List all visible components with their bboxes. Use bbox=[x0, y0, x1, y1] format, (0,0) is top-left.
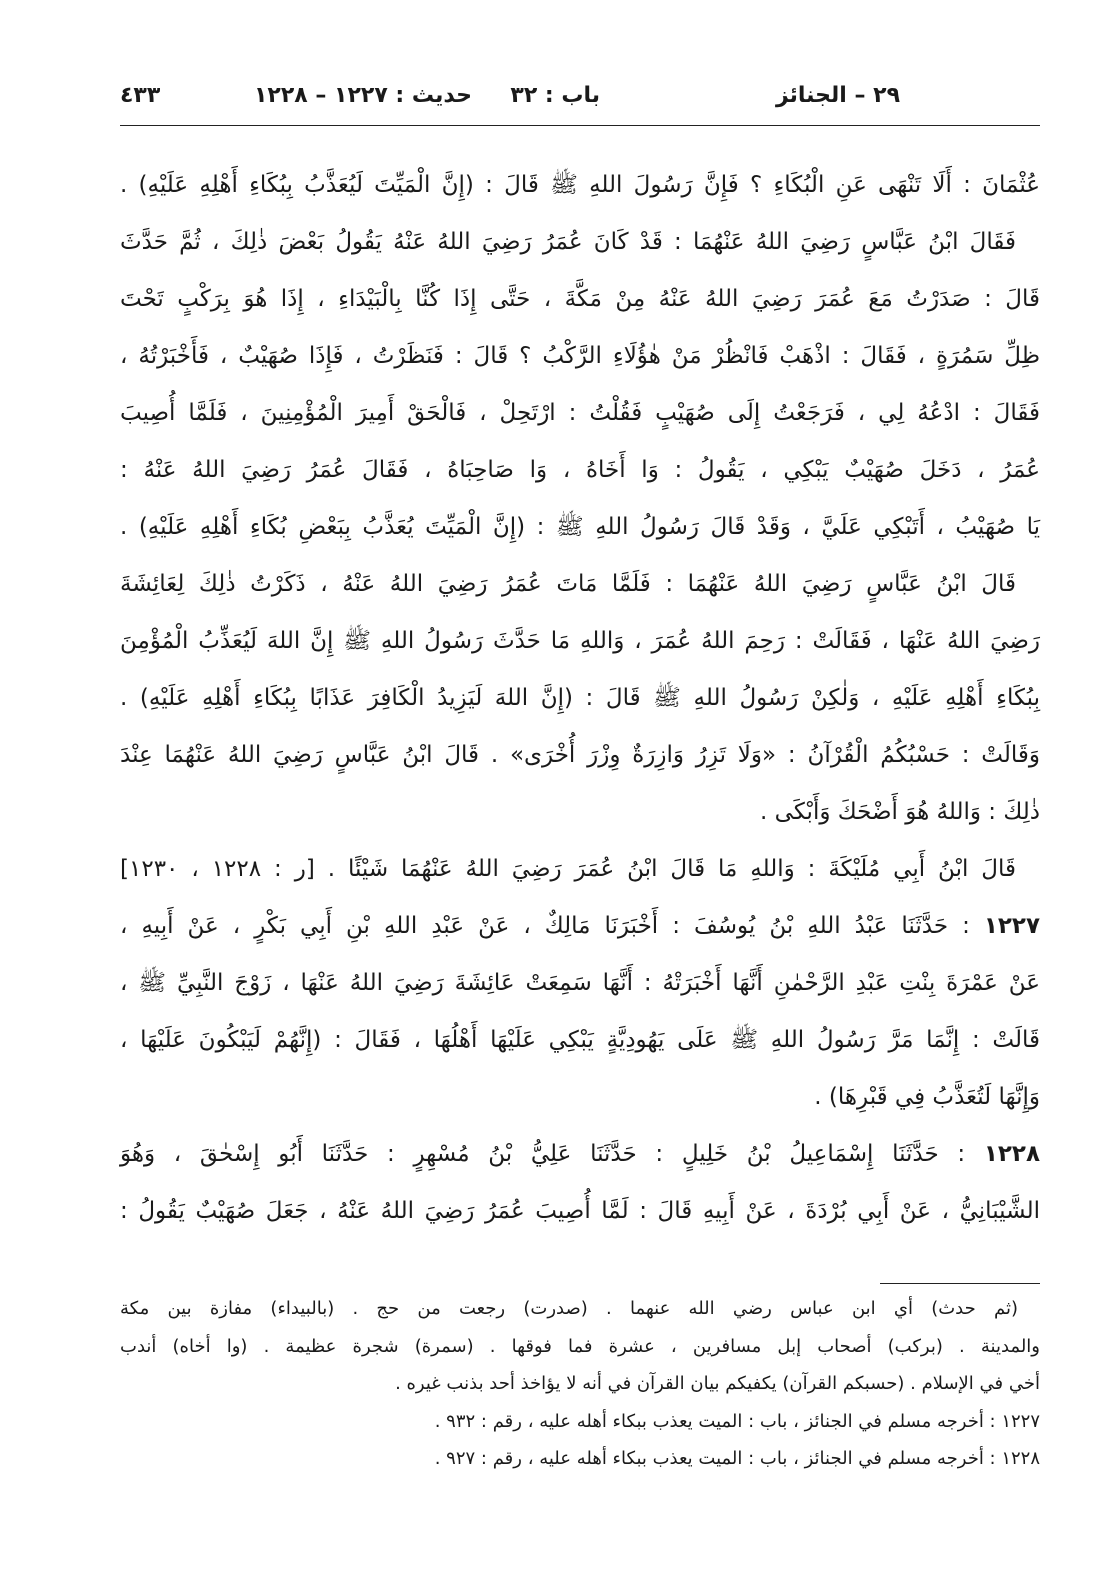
text-line: وَإِنَّهَا لَتُعَذَّبُ فِي قَبْرِهَا) . bbox=[814, 1084, 1040, 1110]
text-line: رَضِيَ اللهُ عَنْهَا ، فَقَالَتْ : رَحِمَ اللهُ عُمَرَ ، وَاللهِ مَا حَدَّثَ رَسُولُ اللهِ ﷺ إِنَّ اللهَ لَيُعَذِّبُ الْمُؤْمِنَ bbox=[120, 628, 1040, 654]
text-line: ذٰلِكَ : وَاللهُ هُوَ أَضْحَكَ وَأَبْكَى . bbox=[760, 799, 1040, 825]
text-line: ظِلِّ سَمُرَةٍ ، فَقَالَ : اذْهَبْ فَانْظُرْ مَنْ هٰؤُلَاءِ الرَّكْبُ ؟ قَالَ : فَنَظَرْتُ ، فَإِذَا صُهَيْبٌ ، فَأَخْبَرْتُهُ ، bbox=[120, 343, 1040, 369]
text-line: فَقَالَ ابْنُ عَبَّاسٍ رَضِيَ اللهُ عَنْهُمَا : قَدْ كَانَ عُمَرُ رَضِيَ اللهُ عَنْهُ يَقُولُ بَعْضَ ذٰلِكَ ، ثُمَّ حَدَّثَ bbox=[120, 229, 1016, 255]
text-line: فَقَالَ : ادْعُهُ لِي ، فَرَجَعْتُ إِلَى صُهَيْبٍ فَقُلْتُ : ارْتَحِلْ ، فَالْحَقْ أَمِيرَ الْمُؤْمِنِينَ ، فَلَمَّا أُصِيبَ bbox=[120, 400, 1040, 426]
footnote-line: ١٢٢٨ : أخرجه مسلم في الجنائز ، باب : الميت يعذب ببكاء أهله عليه ، رقم : ٩٢٧ . bbox=[434, 1448, 1040, 1469]
text-line: بِبُكَاءِ أَهْلِهِ عَلَيْهِ ، وَلٰكِنْ رَسُولُ اللهِ ﷺ قَالَ : (إِنَّ اللهَ لَيَزِيدُ الْكَافِرَ عَذَابًا بِبُكَاءِ أَهْلِهِ عَلَيْهِ) . bbox=[120, 685, 1040, 711]
footnote-separator bbox=[880, 1283, 1040, 1284]
text-line: عَنْ عَمْرَةَ بِنْتِ عَبْدِ الرَّحْمٰنِ أَنَّهَا أَخْبَرَتْهُ : أَنَّهَا سَمِعَتْ عَائِشَةَ رَضِيَ اللهُ عَنْهَا ، زَوْجَ النَّبِيِّ ﷺ ، bbox=[120, 970, 1040, 996]
footnote-line: أخي في الإسلام . (حسبكم القرآن) يكفيكم بيان القرآن في أنه لا يؤاخذ أحد بذنب غيره . bbox=[395, 1373, 1040, 1394]
text-line: وَقَالَتْ : حَسْبُكُمُ الْقُرْآنُ : «وَلَا تَزِرُ وَازِرَةٌ وِزْرَ أُخْرَى» . قَالَ ابْنُ عَبَّاسٍ رَضِيَ اللهُ عَنْهُمَا عِنْدَ bbox=[120, 742, 1040, 768]
hadith-first-line bbox=[120, 898, 1040, 955]
footnote-line: (ثم حدث) أي ابن عباس رضي الله عنهما . (صدرت) رجعت من حج . (بالبيداء) مفازة بين مكة bbox=[120, 1298, 1018, 1319]
hadith-first-line bbox=[120, 1126, 1040, 1183]
text-line: الشَّيْبَانِيُّ ، عَنْ أَبِي بُرْدَةَ ، عَنْ أَبِيهِ قَالَ : لَمَّا أُصِيبَ عُمَرُ رَضِيَ اللهُ عَنْهُ ، جَعَلَ صُهَيْبٌ يَقُولُ : bbox=[120, 1198, 1040, 1224]
header-rule bbox=[120, 125, 1040, 126]
text-line: يَا صُهَيْبُ ، أَتَبْكِي عَلَيَّ ، وَقَدْ قَالَ رَسُولُ اللهِ ﷺ : (إِنَّ الْمَيِّتَ يُعَذَّبُ بِبَعْضِ بُكَاءِ أَهْلِهِ عَلَيْهِ) . bbox=[120, 514, 1040, 540]
hadith-text: : حَدَّثَنَا إِسْمَاعِيلُ بْنُ خَلِيلٍ : حَدَّثَنَا عَلِيُّ بْنُ مُسْهِرٍ : حَدَّثَنَا أَبُو إِسْحٰقَ ، وَهُوَ bbox=[120, 1141, 966, 1167]
footnotes bbox=[120, 1290, 1040, 1478]
text-line: قَالَتْ : إِنَّمَا مَرَّ رَسُولُ اللهِ ﷺ عَلَى يَهُودِيَّةٍ يَبْكِي عَلَيْهَا أَهْلُهَا ، فَقَالَ : (إِنَّهُمْ لَيَبْكُونَ عَلَيْهَا ، bbox=[120, 1027, 1040, 1053]
hadith-range: حديث : ١٢٢٧ – ١٢٢٨ bbox=[254, 83, 472, 108]
chapter-number: باب : ٣٢ bbox=[510, 83, 600, 108]
main-text bbox=[120, 157, 1040, 1240]
footnote-line: والمدينة . (بركب) أصحاب إبل مسافرين ، عشرة فما فوقها . (سمرة) شجرة عظيمة . (وا أخاه) أندب bbox=[120, 1335, 1040, 1357]
text-line: عُثْمَانَ : أَلَا تَنْهَى عَنِ الْبُكَاءِ ؟ فَإِنَّ رَسُولَ اللهِ ﷺ قَالَ : (إِنَّ الْمَيِّتَ لَيُعَذَّبُ بِبُكَاءِ أَهْلِهِ عَلَيْهِ) . bbox=[120, 172, 1040, 198]
text-line: عُمَرُ ، دَخَلَ صُهَيْبٌ يَبْكِي ، يَقُولُ : وَا أَخَاهُ ، وَا صَاحِبَاهُ ، فَقَالَ عُمَرُ رَضِيَ اللهُ عَنْهُ : bbox=[120, 457, 1040, 483]
text-line: قَالَ : صَدَرْتُ مَعَ عُمَرَ رَضِيَ اللهُ عَنْهُ مِنْ مَكَّةَ ، حَتَّى إِذَا كُنَّا بِالْبَيْدَاءِ ، إِذَا هُوَ بِرَكْبٍ تَحْتَ bbox=[120, 286, 1040, 312]
book-title: ٢٩ – الجنائز bbox=[775, 83, 900, 108]
text-line: قَالَ ابْنُ أَبِي مُلَيْكَةَ : وَاللهِ مَا قَالَ ابْنُ عُمَرَ رَضِيَ اللهُ عَنْهُمَا شَيْئًا . [ر : ١٢٢٨ ، ١٢٣٠] bbox=[120, 856, 1016, 882]
hadith-number: ١٢٢٧ bbox=[983, 913, 1041, 939]
hadith-number: ١٢٢٨ bbox=[983, 1141, 1041, 1167]
footnote-line: ١٢٢٧ : أخرجه مسلم في الجنائز ، باب : الميت يعذب ببكاء أهله عليه ، رقم : ٩٣٢ . bbox=[434, 1410, 1040, 1432]
text-line: قَالَ ابْنُ عَبَّاسٍ رَضِيَ اللهُ عَنْهُمَا : فَلَمَّا مَاتَ عُمَرُ رَضِيَ اللهُ عَنْهُ ، ذَكَرْتُ ذٰلِكَ لِعَائِشَةَ bbox=[120, 571, 1016, 597]
page-number: ٤٣٣ bbox=[120, 83, 161, 108]
hadith-text: : حَدَّثَنَا عَبْدُ اللهِ بْنُ يُوسُفَ : أَخْبَرَنَا مَالِكٌ ، عَنْ عَبْدِ اللهِ بْنِ أَبِي بَكْرٍ ، عَنْ أَبِيهِ ، bbox=[120, 913, 970, 939]
